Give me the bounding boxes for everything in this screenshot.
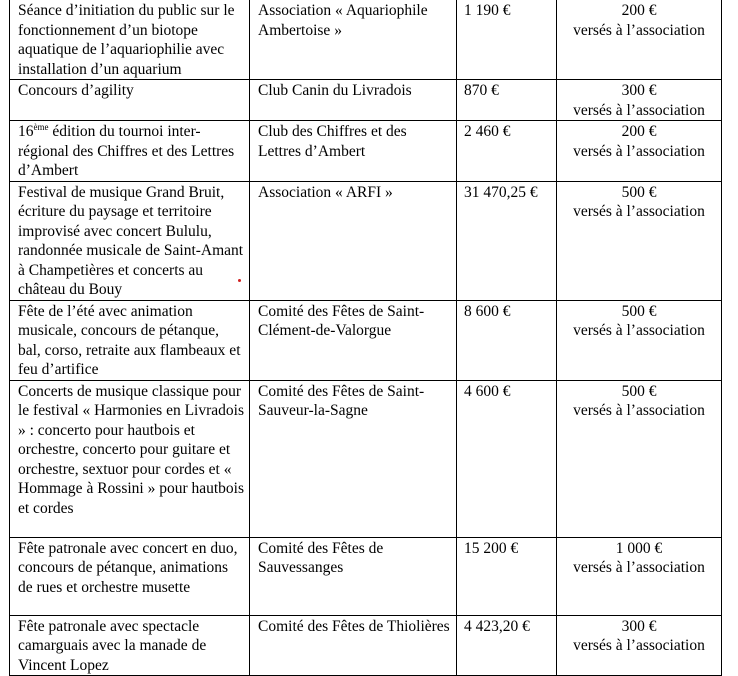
aid-amount: 500 € (621, 183, 657, 201)
association-cell: Club des Chiffres et des Lettres d’Ambert (250, 121, 457, 182)
event-cell: Fête de l’été avec animation musicale, concours de pétanque, bal, corso, retraite aux flambeaux et feu d’artifice (10, 300, 250, 380)
table-row (10, 0, 722, 80)
aid-note: versés à l’association (573, 203, 705, 220)
aid-cell (557, 380, 722, 537)
table-row (10, 380, 722, 537)
event-cell: Concerts de musique classique pour le festival « Harmonies en Livradois » : concerto pour hautbois et orchestre, concerto pour guitare et orchestre, sextuor pour cordes et « Hommage à Rossini » pour hautbois et cordes (10, 380, 250, 537)
aid-amount: 500 € (621, 382, 657, 400)
red-mark-dot (238, 279, 241, 282)
aid-note: versés à l’association (573, 637, 705, 654)
budget-cell: 15 200 € (457, 537, 557, 615)
aid-amount: 300 € (621, 617, 657, 635)
aid-note: versés à l’association (573, 101, 705, 119)
association-cell: Comité des Fêtes de Saint-Clément-de-Valorgue (250, 300, 457, 380)
aid-cell (557, 537, 722, 615)
aid-amount: 200 € (621, 2, 657, 19)
association-cell: Comité des Fêtes de Saint-Sauveur-la-Sagne (250, 380, 457, 537)
aid-amount: 300 € (621, 82, 657, 99)
table-row (10, 300, 722, 380)
aid-cell (557, 181, 722, 300)
aid-amount: 200 € (621, 123, 657, 140)
association-cell: Comité des Fêtes de Sauvessanges (250, 537, 457, 615)
aid-note: versés à l’association (573, 142, 705, 160)
table-row (10, 537, 722, 615)
association-cell: Association « ARFI » (250, 181, 457, 300)
event-cell (10, 121, 250, 182)
aid-cell (557, 80, 722, 121)
budget-cell: 31 470,25 € (457, 181, 557, 300)
aid-cell (557, 0, 722, 80)
aid-note: versés à l’association (573, 402, 705, 419)
event-cell: Festival de musique Grand Bruit, écriture du paysage et territoire improvisé avec concert Bululu, randonnée musicale de Saint-Amant à Champetières et concerts au château du Bouy (10, 181, 250, 300)
budget-cell: 1 190 € (457, 0, 557, 80)
table-row (10, 121, 722, 182)
association-cell: Comité des Fêtes de Thiolières (250, 615, 457, 676)
subsidy-table (9, 0, 722, 676)
event-text: édition du tournoi inter-régional des Chiffres et des Lettres d’Ambert (18, 123, 235, 179)
event-cell: Fête patronale avec concert en duo, concours de pétanque, animations de rues et orchestre musette (10, 537, 250, 615)
table-row (10, 181, 722, 300)
aid-cell (557, 615, 722, 676)
budget-cell: 870 € (457, 80, 557, 121)
aid-note: versés à l’association (573, 559, 705, 576)
budget-cell: 4 423,20 € (457, 615, 557, 676)
budget-cell: 4 600 € (457, 380, 557, 537)
aid-cell (557, 121, 722, 182)
table-row (10, 615, 722, 676)
event-cell: Séance d’initiation du public sur le fonctionnement d’un biotope aquatique de l’aquariophilie avec installation d’un aquarium (10, 0, 250, 80)
event-ordinal-suffix: ème (33, 121, 49, 132)
event-cell: Concours d’agility (10, 80, 250, 121)
aid-note: versés à l’association (573, 21, 705, 39)
association-cell: Club Canin du Livradois (250, 80, 457, 121)
aid-cell (557, 300, 722, 380)
event-ordinal: 16 (18, 123, 34, 140)
table-row (10, 80, 722, 121)
aid-note: versés à l’association (573, 322, 705, 339)
budget-cell: 8 600 € (457, 300, 557, 380)
aid-amount: 1 000 € (615, 539, 663, 557)
event-cell: Fête patronale avec spectacle camarguais avec la manade de Vincent Lopez (10, 615, 250, 676)
budget-cell: 2 460 € (457, 121, 557, 182)
aid-amount: 500 € (621, 302, 657, 320)
association-cell: Association « Aquariophile Ambertoise » (250, 0, 457, 80)
